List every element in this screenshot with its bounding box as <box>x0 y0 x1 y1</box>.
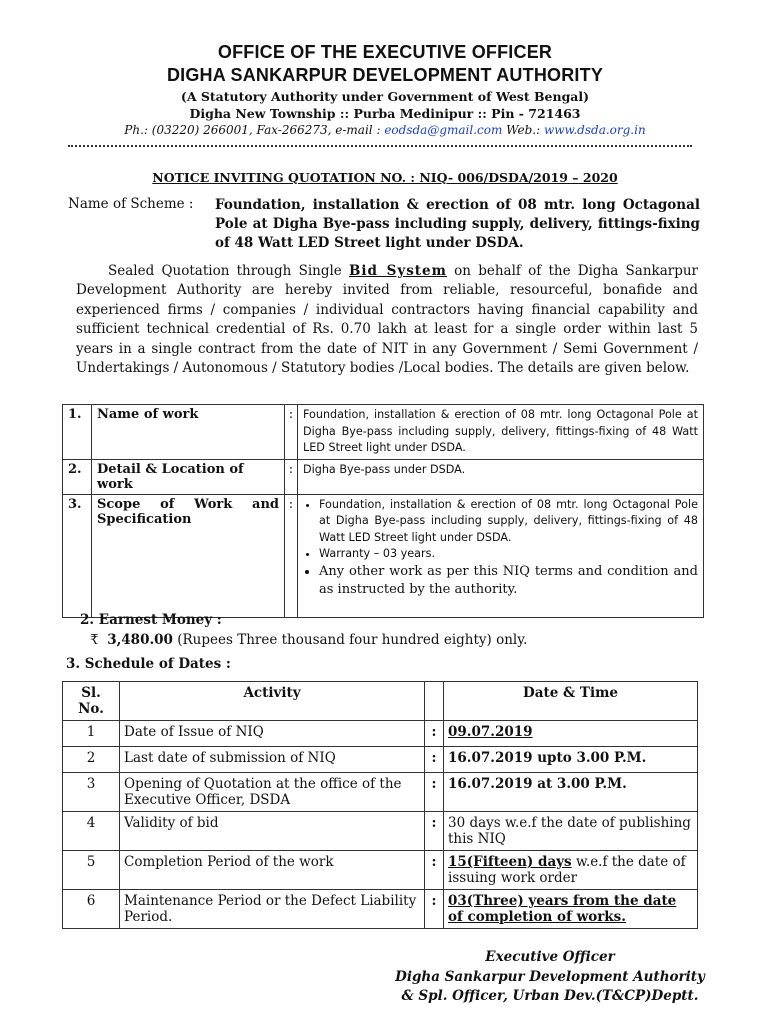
contact-phone-fax: Ph.: (03220) 266001, Fax-266273, e-mail : <box>124 123 385 137</box>
cell-activity: Date of Issue of NIQ <box>120 721 425 747</box>
cell-sl: 6 <box>63 890 120 929</box>
cell-activity: Last date of submission of NIQ <box>120 747 425 773</box>
scheme-name: Foundation, installation & erection of 08 mtr. long Octagonal Pole at Digha Bye-pass including supply, delivery, fittings-fixing of 48 Watt LED Street light under DSDA. <box>215 197 700 251</box>
scope-word: Scope <box>97 496 141 512</box>
column-header-date: Date & Time <box>444 682 698 721</box>
signature-authority: Digha Sankarpur Development Authority <box>395 968 705 985</box>
cell-separator: : <box>425 890 444 929</box>
column-header-activity: Activity <box>120 682 425 721</box>
earnest-amount: 3,480.00 <box>107 632 173 648</box>
earnest-money-value <box>90 632 527 648</box>
cell-separator: : <box>425 747 444 773</box>
intro-text-start: Sealed Quotation through Single <box>108 263 349 279</box>
column-header-sl: Sl. No. <box>63 682 120 721</box>
table-row <box>63 747 698 773</box>
signature-dept: & Spl. Officer, Urban Dev.(T&CP)Deptt. <box>401 988 699 1004</box>
table-row <box>63 721 698 747</box>
table-row <box>63 459 704 494</box>
cell-date: 03(Three) years from the date of completion of works. <box>444 890 698 929</box>
scope-word: of <box>160 496 175 512</box>
cell-sl: 2 <box>63 747 120 773</box>
row-label: Name of work <box>92 405 285 460</box>
address-line: Digha New Township :: Purba Medinipur :: Pin - 721463 <box>189 106 581 121</box>
scope-label-line1 <box>97 497 279 512</box>
table-row <box>63 494 704 617</box>
web-label: Web.: <box>502 123 544 137</box>
table-row <box>63 812 698 851</box>
work-details-table <box>62 404 704 618</box>
completion-days: 15(Fifteen) days <box>448 854 572 870</box>
completion-rest: w.e.f the date of issuing work order <box>448 854 686 886</box>
cell-activity: Validity of bid <box>120 812 425 851</box>
earnest-money-heading: 2. Earnest Money : <box>80 612 222 628</box>
row-label <box>92 494 285 617</box>
scheme-label: Name of Scheme : <box>68 196 194 212</box>
scope-list <box>303 497 698 599</box>
cell-separator: : <box>425 721 444 747</box>
cell-date: 16.07.2019 upto 3.00 P.M. <box>444 747 698 773</box>
earnest-words: (Rupees Three thousand four hundred eighty) only. <box>172 632 528 648</box>
cell-activity: Maintenance Period or the Defect Liability Period. <box>120 890 425 929</box>
table-header-row <box>63 682 698 721</box>
row-separator: : <box>285 494 298 617</box>
cell-date: 30 days w.e.f the date of publishing this NIQ <box>444 812 698 851</box>
header-divider <box>68 145 692 147</box>
row-value: Digha Bye-pass under DSDA. <box>298 459 704 494</box>
cell-activity: Opening of Quotation at the office of the Executive Officer, DSDA <box>120 773 425 812</box>
table-row <box>63 405 704 460</box>
cell-date: 09.07.2019 <box>444 721 698 747</box>
cell-sl: 5 <box>63 851 120 890</box>
table-row <box>63 773 698 812</box>
table-row <box>63 851 698 890</box>
cell-separator: : <box>425 851 444 890</box>
intro-bid-system: Bid System <box>349 263 447 279</box>
row-value: Foundation, installation & erection of 08 mtr. long Octagonal Pole at Digha Bye-pass including supply, delivery, fittings-fixing of 48 Watt LED Street light under DSDA. <box>298 405 704 460</box>
row-number: 1. <box>63 405 92 460</box>
table-row <box>63 890 698 929</box>
scope-label-line2: Specification <box>97 511 192 527</box>
cell-date: 16.07.2019 at 3.00 P.M. <box>444 773 698 812</box>
authority-title: DIGHA SANKARPUR DEVELOPMENT AUTHORITY <box>166 65 604 85</box>
schedule-table <box>62 681 698 929</box>
scope-word: and <box>252 496 279 512</box>
cell-separator: : <box>425 773 444 812</box>
office-title: OFFICE OF THE EXECUTIVE OFFICER <box>217 42 553 62</box>
notice-title: NOTICE INVITING QUOTATION NO. : NIQ- 006/DSDA/2019 – 2020 <box>152 170 618 185</box>
row-value <box>298 494 704 617</box>
intro-text-end: on behalf of the Digha Sankarpur Development Authority are hereby invited from reliable, resourceful, bonafide and experienced firms / companies / individual contractors having financial capability and sufficient technical credential of Rs. 0.70 lakh at least for a single order within last 5 years in a single contract from the date of NIT in any Government / Semi Government / Undertakings / Autonomous / Statutory bodies /Local bodies. The details are given below. <box>76 263 698 377</box>
scope-word: Work <box>194 496 233 512</box>
row-label: Detail & Location of work <box>92 459 285 494</box>
website-link[interactable]: www.dsda.org.in <box>543 123 646 137</box>
intro-paragraph <box>76 262 698 378</box>
row-number: 3. <box>63 494 92 617</box>
schedule-heading: 3. Schedule of Dates : <box>66 656 231 672</box>
cell-sl: 1 <box>63 721 120 747</box>
cell-date <box>444 851 698 890</box>
rupee-icon: ₹ <box>90 632 99 648</box>
cell-sl: 4 <box>63 812 120 851</box>
column-header-separator <box>425 682 444 721</box>
row-separator: : <box>285 405 298 460</box>
email-link[interactable]: eodsda@gmail.com <box>384 123 503 137</box>
list-item: • Foundation, installation & erection of 08 mtr. long Octagonal Pole at Digha Bye-pass including supply, delivery, fittings-fixing of 48 Watt LED Street light under DSDA. <box>319 497 698 547</box>
list-item: • Warranty – 03 years. <box>319 546 698 563</box>
row-number: 2. <box>63 459 92 494</box>
signature-title: Executive Officer <box>485 949 615 965</box>
signature-block <box>385 948 715 1007</box>
authority-subtitle: (A Statutory Authority under Government of West Bengal) <box>180 89 590 104</box>
cell-sl: 3 <box>63 773 120 812</box>
list-item: • Any other work as per this NIQ terms and condition and as instructed by the authority. <box>319 563 698 599</box>
row-separator: : <box>285 459 298 494</box>
contact-line <box>0 123 770 137</box>
cell-separator: : <box>425 812 444 851</box>
cell-activity: Completion Period of the work <box>120 851 425 890</box>
